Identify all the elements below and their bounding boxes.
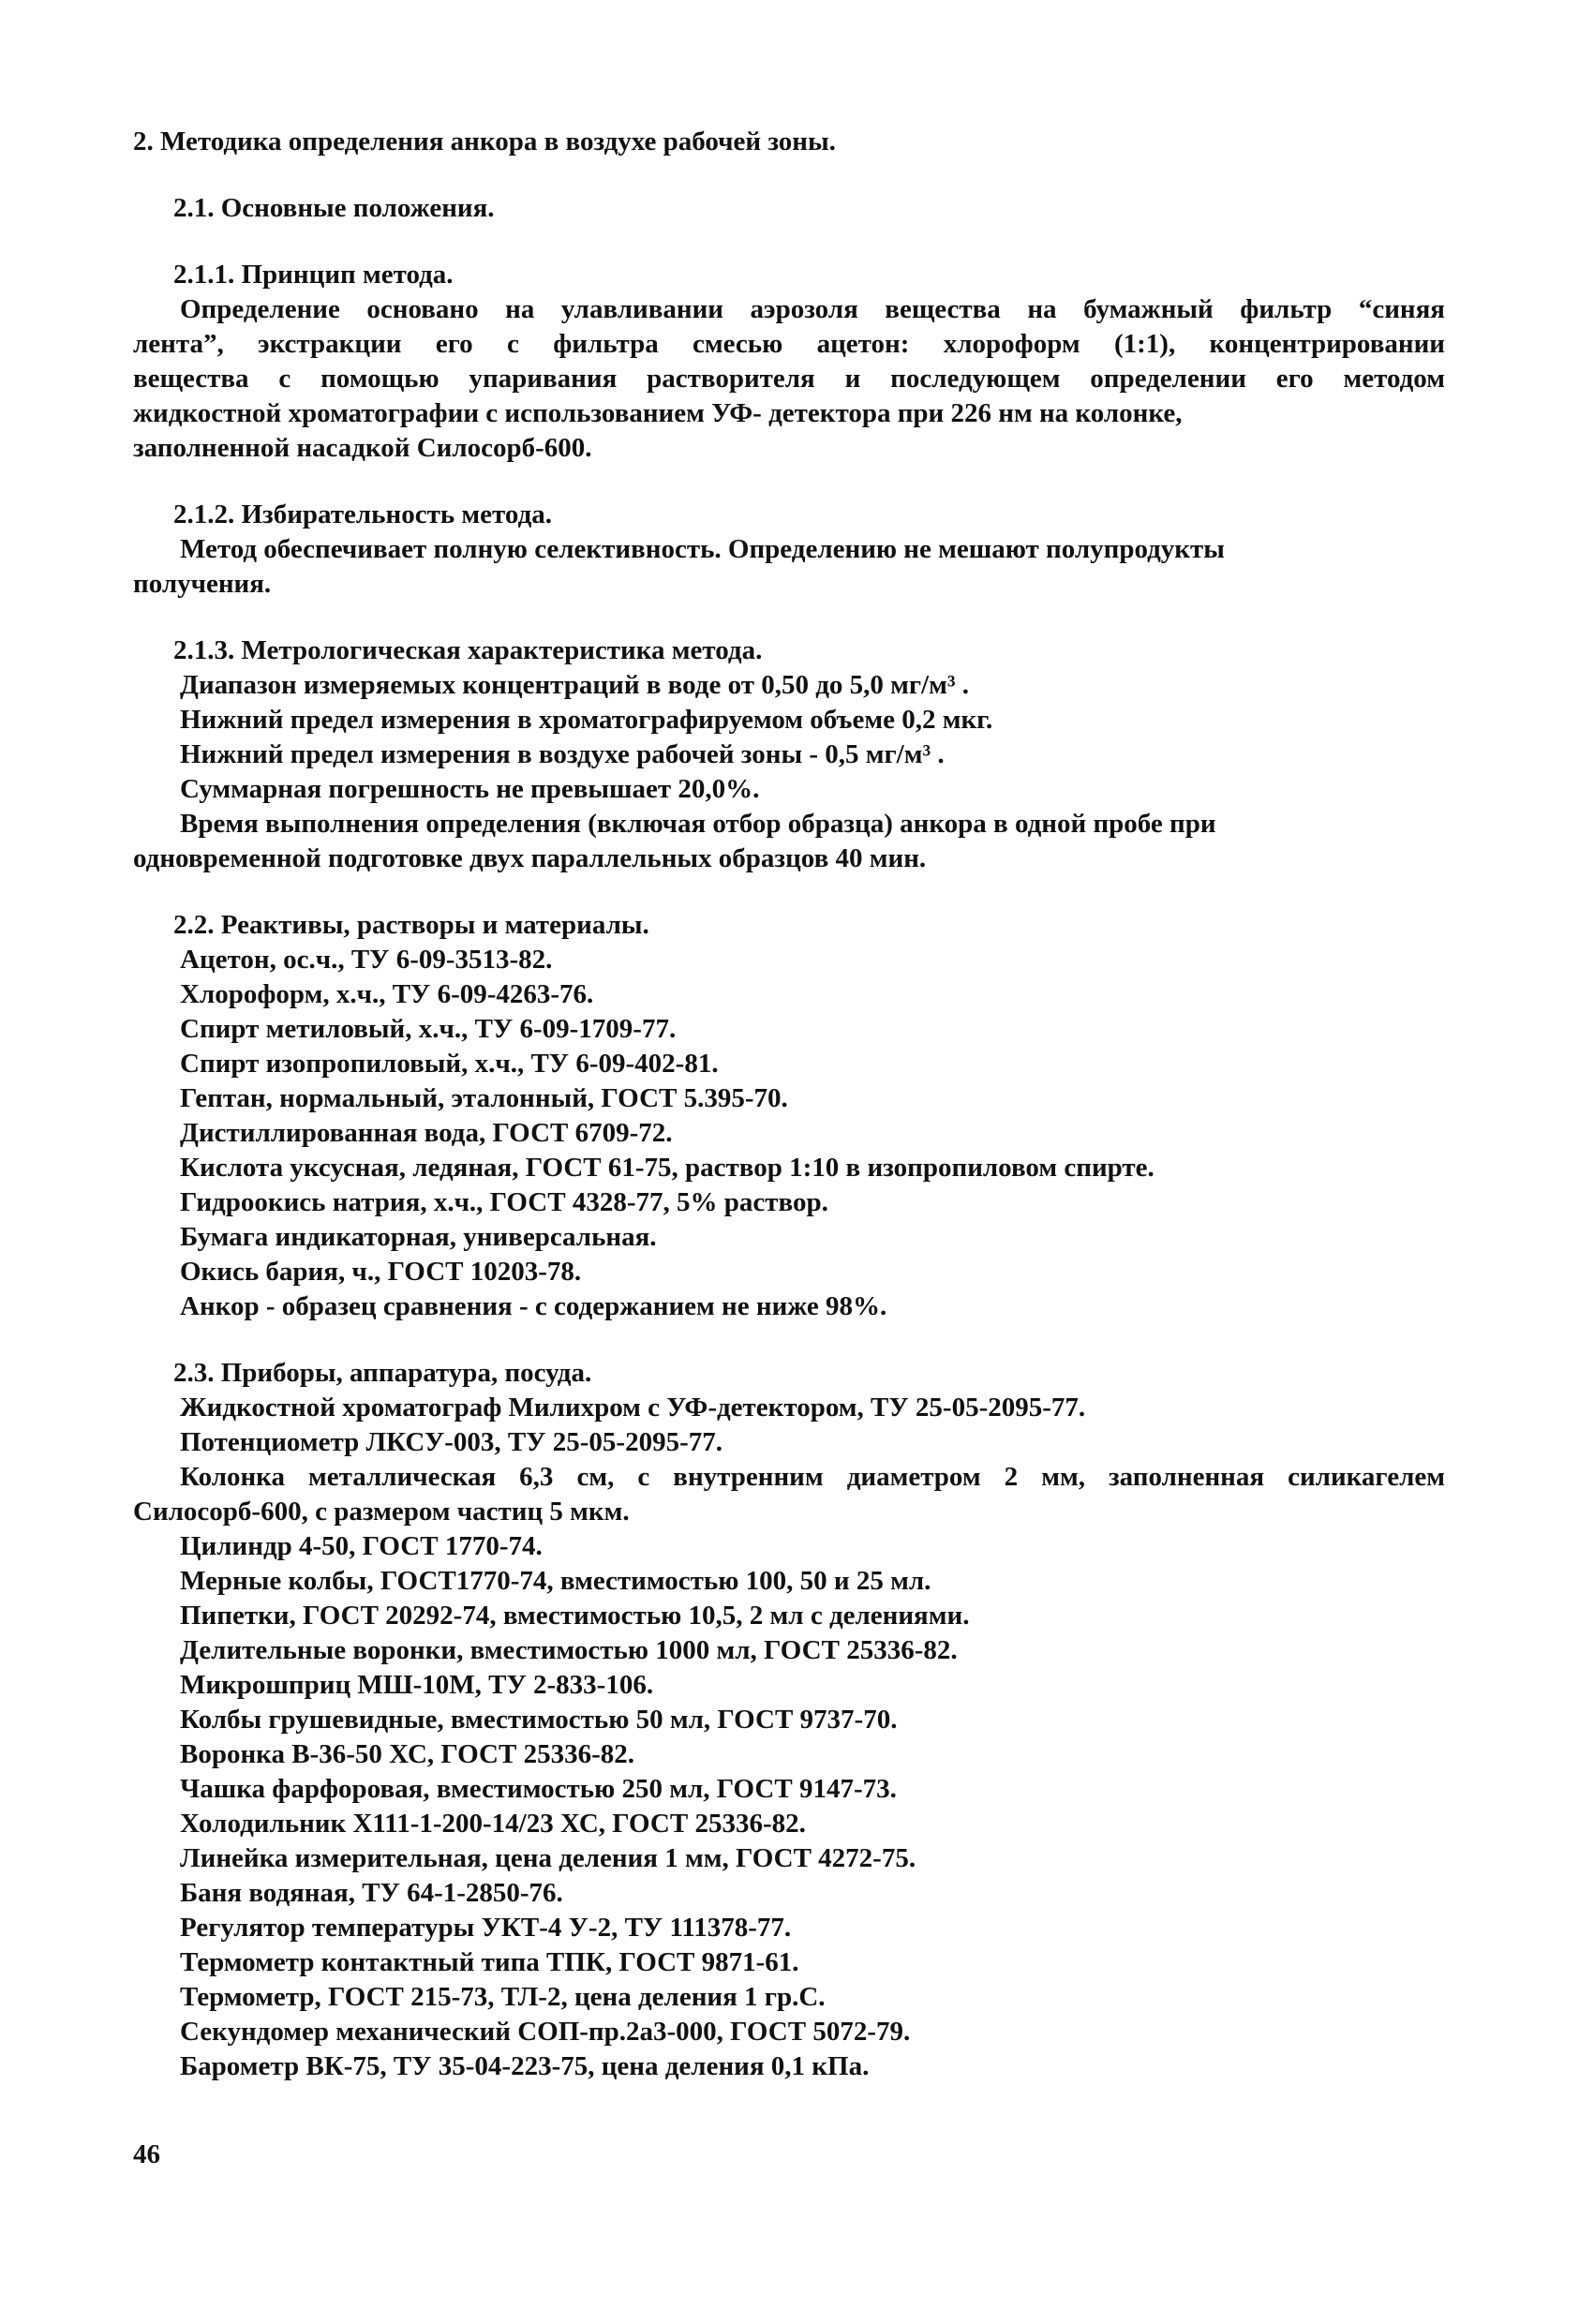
- paragraph-line: получения.: [133, 569, 272, 599]
- list-item: Колбы грушевидные, вместимостью 50 мл, ГОСТ 9737-70.: [180, 1705, 898, 1735]
- section-2-1-3-title: 2.1.3. Метрологическая характеристика метода.: [173, 635, 763, 665]
- paragraph-line: Суммарная погрешность не превышает 20,0%.: [180, 774, 760, 804]
- list-item: Окись бария, ч., ГОСТ 10203-78.: [180, 1257, 582, 1287]
- list-item: Линейка измерительная, цена деления 1 мм, ГОСТ 4272-75.: [180, 1843, 916, 1873]
- section-2-1-2-title: 2.1.2. Избирательность метода.: [173, 499, 553, 529]
- list-item: Гептан, нормальный, эталонный, ГОСТ 5.395-70.: [180, 1083, 788, 1113]
- list-item: Хлороформ, х.ч., ТУ 6-09-4263-76.: [180, 979, 594, 1009]
- paragraph-line: Диапазон измеряемых концентраций в воде от 0,50 до 5,0 мг/м³ .: [180, 670, 970, 700]
- page-number: 46: [133, 2139, 160, 2169]
- list-item: Секундомер механический СОП-пр.2а3-000, ГОСТ 5072-79.: [180, 2017, 911, 2047]
- paragraph-line: заполненной насадкой Силосорб-600.: [133, 433, 592, 463]
- paragraph-line: вещества с помощью упаривания растворителя и последующем определении его методом: [133, 364, 1445, 394]
- list-item: Жидкостной хроматограф Милихром с УФ-детектором, ТУ 25-05-2095-77.: [180, 1393, 1086, 1423]
- paragraph-line: жидкостной хроматографии с использованием УФ- детектора при 226 нм на колонке,: [133, 398, 1183, 428]
- list-item: Спирт изопропиловый, х.ч., ТУ 6-09-402-81.: [180, 1049, 719, 1079]
- list-item: Холодильник Х111-1-200-14/23 ХС, ГОСТ 25336-82.: [180, 1809, 806, 1839]
- paragraph-line: Нижний предел измерения в хроматографируемом объеме 0,2 мкг.: [180, 705, 993, 735]
- list-item: Делительные воронки, вместимостью 1000 мл, ГОСТ 25336-82.: [180, 1635, 958, 1665]
- paragraph-line: Определение основано на улавливании аэрозоля вещества на бумажный фильтр “синяя: [180, 294, 1445, 324]
- list-item: Силосорб-600, с размером частиц 5 мкм.: [133, 1497, 630, 1527]
- list-item: Пипетки, ГОСТ 20292-74, вместимостью 10,5, 2 мл с делениями.: [180, 1601, 970, 1631]
- list-item: Термометр контактный типа ТПК, ГОСТ 9871-61.: [180, 1947, 799, 1977]
- list-item: Цилиндр 4-50, ГОСТ 1770-74.: [180, 1531, 543, 1561]
- section-2-3-title: 2.3. Приборы, аппаратура, посуда.: [173, 1358, 592, 1388]
- list-item: Колонка металлическая 6,3 см, с внутренним диаметром 2 мм, заполненная силикагелем: [180, 1462, 1445, 1492]
- list-item: Потенциометр ЛКСУ-003, ТУ 25-05-2095-77.: [180, 1427, 723, 1457]
- paragraph-line: Время выполнения определения (включая отбор образца) анкора в одной пробе при: [180, 809, 1216, 839]
- section-2-2-title: 2.2. Реактивы, растворы и материалы.: [173, 910, 649, 940]
- list-item: Кислота уксусная, ледяная, ГОСТ 61-75, раствор 1:10 в изопропиловом спирте.: [180, 1153, 1155, 1183]
- section-2-1-title: 2.1. Основные положения.: [173, 193, 495, 223]
- list-item: Дистиллированная вода, ГОСТ 6709-72.: [180, 1118, 673, 1148]
- list-item: Регулятор температуры УКТ-4 У-2, ТУ 111378-77.: [180, 1913, 792, 1943]
- list-item: Анкор - образец сравнения - с содержанием не ниже 98%.: [180, 1291, 887, 1321]
- list-item: Термометр, ГОСТ 215-73, ТЛ-2, цена деления 1 гр.С.: [180, 1982, 826, 2012]
- list-item: Баня водяная, ТУ 64-1-2850-76.: [180, 1878, 563, 1908]
- main-heading: 2. Методика определения анкора в воздухе рабочей зоны.: [133, 127, 836, 156]
- list-item: Бумага индикаторная, универсальная.: [180, 1222, 657, 1252]
- paragraph-line: Нижний предел измерения в воздухе рабочей зоны - 0,5 мг/м³ .: [180, 739, 945, 769]
- list-item: Воронка В-36-50 ХС, ГОСТ 25336-82.: [180, 1739, 634, 1769]
- list-item: Гидроокись натрия, х.ч., ГОСТ 4328-77, 5% раствор.: [180, 1187, 828, 1217]
- list-item: Барометр ВК-75, ТУ 35-04-223-75, цена деления 0,1 кПа.: [180, 2051, 870, 2081]
- paragraph-line: лента”, экстракции его с фильтра смесью ацетон: хлороформ (1:1), концентрировании: [133, 329, 1445, 359]
- paragraph-line: одновременной подготовке двух параллельных образцов 40 мин.: [133, 843, 927, 873]
- list-item: Чашка фарфоровая, вместимостью 250 мл, ГОСТ 9147-73.: [180, 1774, 897, 1804]
- list-item: Микрошприц МШ-10М, ТУ 2-833-106.: [180, 1670, 654, 1700]
- paragraph-line: Метод обеспечивает полную селективность. Определению не мешают полупродукты: [180, 534, 1225, 564]
- list-item: Ацетон, ос.ч., ТУ 6-09-3513-82.: [180, 945, 553, 975]
- list-item: Спирт метиловый, х.ч., ТУ 6-09-1709-77.: [180, 1014, 677, 1044]
- list-item: Мерные колбы, ГОСТ1770-74, вместимостью 100, 50 и 25 мл.: [180, 1566, 931, 1596]
- section-2-1-1-title: 2.1.1. Принцип метода.: [173, 260, 454, 290]
